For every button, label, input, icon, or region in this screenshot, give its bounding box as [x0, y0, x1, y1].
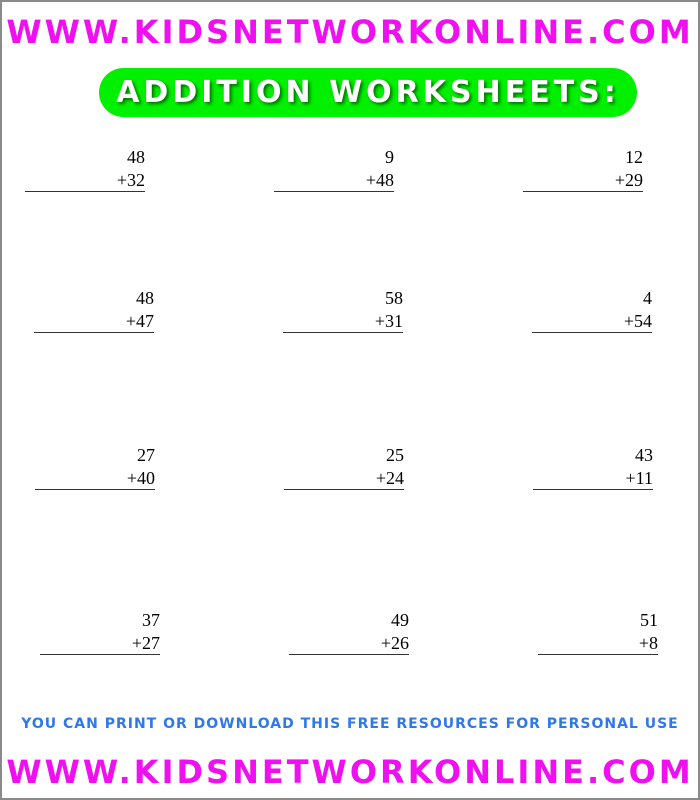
- addition-problem-9: [533, 444, 653, 504]
- addend-top: 9: [385, 147, 394, 167]
- answer-line: [25, 191, 145, 192]
- addition-problem-3: [523, 146, 643, 206]
- answer-line: [538, 654, 658, 655]
- addend-bottom: +8: [638, 633, 658, 653]
- answer-line: [35, 489, 155, 490]
- answer-line: [523, 191, 643, 192]
- addend-bottom: +32: [116, 170, 145, 190]
- answer-line: [289, 654, 409, 655]
- addition-problem-10: [40, 609, 160, 669]
- usage-note: YOU CAN PRINT OR DOWNLOAD THIS FREE RESOURCES FOR PERSONAL USE: [21, 716, 679, 732]
- addition-problem-11: [289, 609, 409, 669]
- addend-top: 4: [643, 288, 652, 308]
- addend-top: 49: [391, 610, 409, 630]
- addition-problem-2: [274, 146, 394, 206]
- addend-bottom: +27: [131, 633, 160, 653]
- addend-top: 27: [137, 445, 155, 465]
- answer-line: [283, 332, 403, 333]
- answer-line: [532, 332, 652, 333]
- worksheet-title: ADDITION WORKSHEETS:: [116, 75, 620, 110]
- answer-line: [34, 332, 154, 333]
- answer-line: [40, 654, 160, 655]
- site-title-top: WWW.KIDSNETWORKONLINE.COM: [6, 13, 694, 51]
- addend-bottom: +54: [623, 311, 652, 331]
- addend-bottom: +29: [614, 170, 643, 190]
- addend-top: 58: [385, 288, 403, 308]
- addend-bottom: +26: [380, 633, 409, 653]
- addend-bottom: +47: [125, 311, 154, 331]
- addition-problem-5: [283, 287, 403, 347]
- addend-top: 12: [625, 147, 643, 167]
- addend-bottom: +48: [365, 170, 394, 190]
- addend-top: 25: [386, 445, 404, 465]
- addend-top: 48: [136, 288, 154, 308]
- addend-top: 43: [635, 445, 653, 465]
- addition-problem-6: [532, 287, 652, 347]
- answer-line: [274, 191, 394, 192]
- addend-bottom: +11: [625, 468, 653, 488]
- addition-problem-7: [35, 444, 155, 504]
- addend-bottom: +24: [375, 468, 404, 488]
- worksheet-banner: [99, 68, 637, 117]
- site-title-bottom: WWW.KIDSNETWORKONLINE.COM: [6, 753, 694, 791]
- addend-top: 37: [142, 610, 160, 630]
- addend-bottom: +40: [126, 468, 155, 488]
- addition-problem-4: [34, 287, 154, 347]
- answer-line: [533, 489, 653, 490]
- addition-problem-8: [284, 444, 404, 504]
- addend-bottom: +31: [374, 311, 403, 331]
- answer-line: [284, 489, 404, 490]
- addend-top: 48: [127, 147, 145, 167]
- addition-problem-1: [25, 146, 145, 206]
- addition-problem-12: [538, 609, 658, 669]
- addend-top: 51: [640, 610, 658, 630]
